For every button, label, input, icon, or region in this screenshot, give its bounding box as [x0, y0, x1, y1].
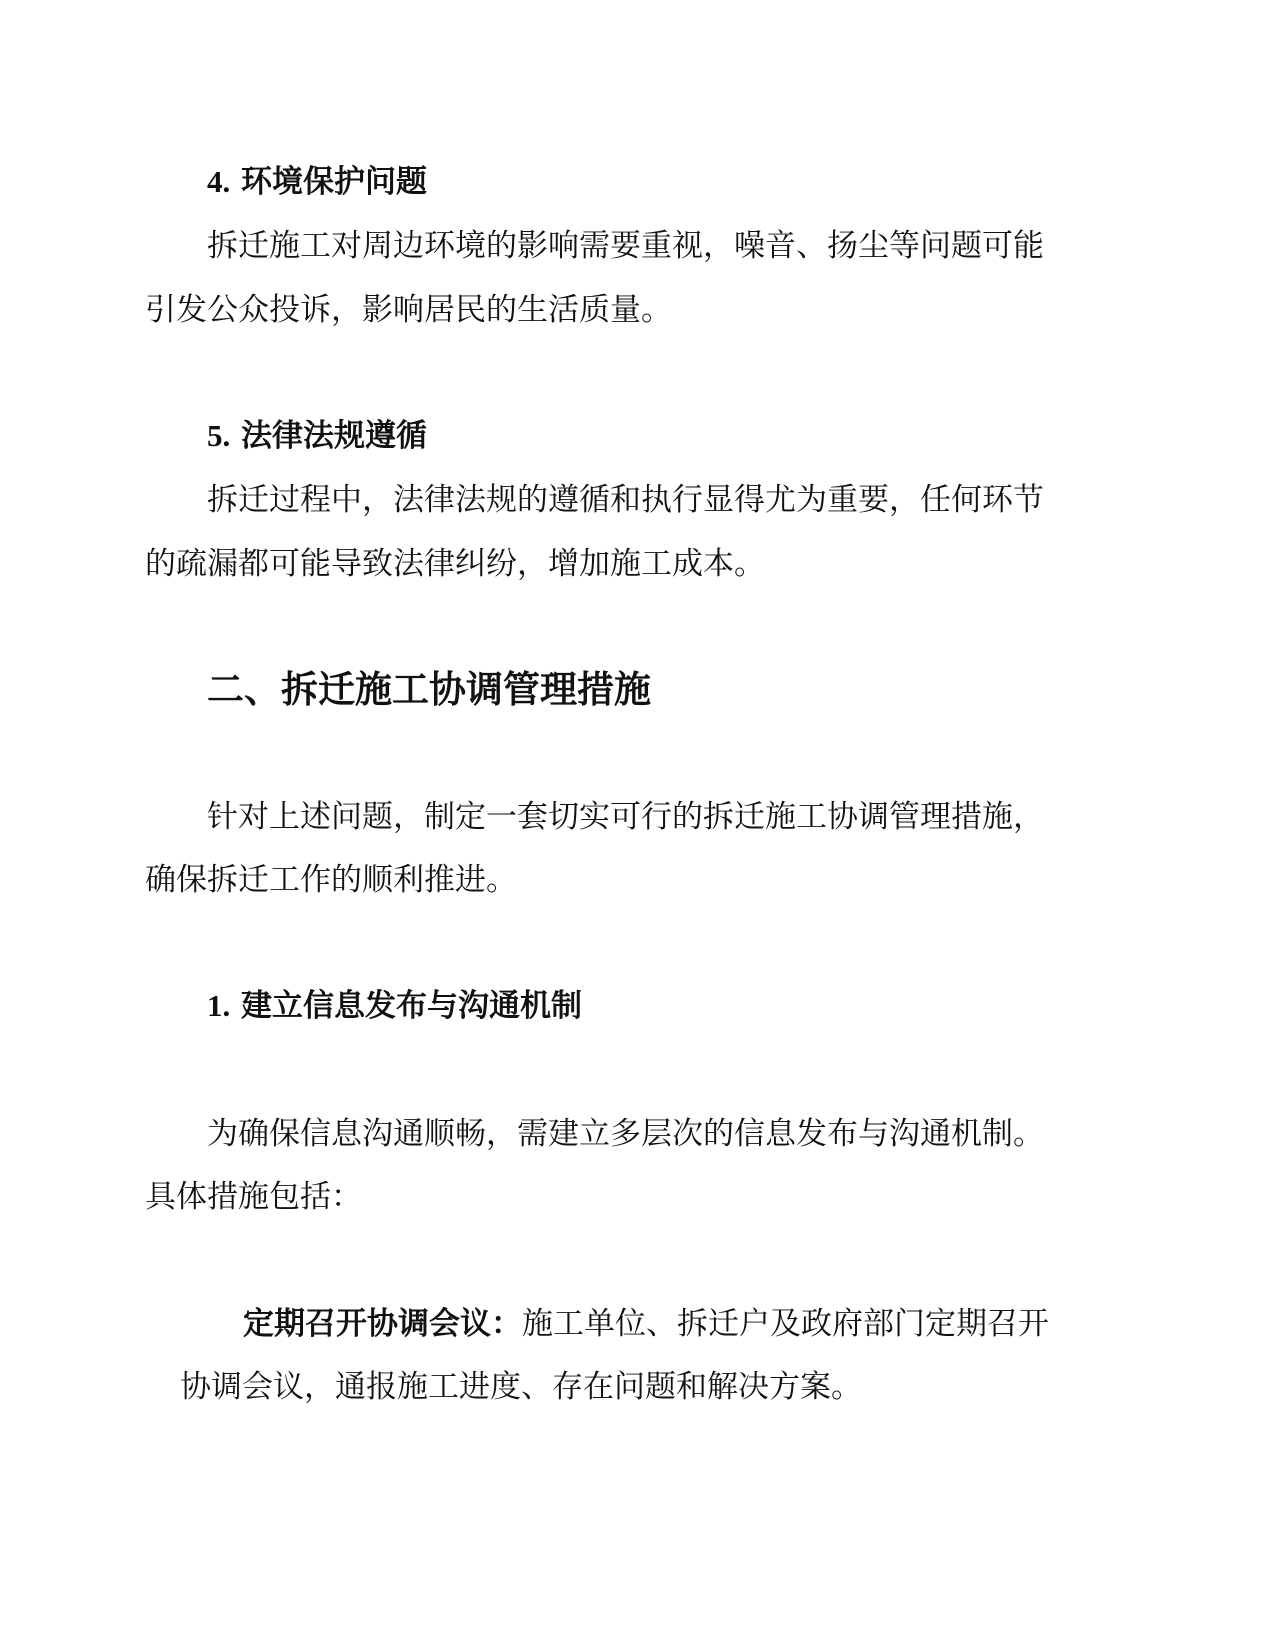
item4-body-line2: 引发公众投诉，影响居民的生活质量。	[145, 292, 672, 328]
item5-title: 法律法规遵循	[241, 418, 428, 454]
item5-body-line1: 拆迁过程中，法律法规的遵循和执行显得尤为重要，任何环节	[207, 482, 1044, 518]
item4-title: 环境保护问题	[241, 164, 428, 200]
item5-number: 5.	[207, 418, 231, 453]
section2-intro-line1: 针对上述问题，制定一套切实可行的拆迁施工协调管理措施，	[207, 799, 1044, 835]
item5-body-line2: 的疏漏都可能导致法律纠纷，增加施工成本。	[145, 546, 765, 582]
sub1-body-line1: 为确保信息沟通顺畅，需建立多层次的信息发布与沟通机制。	[207, 1116, 1044, 1152]
bullet1-text-line1: 施工单位、拆迁户及政府部门定期召开	[522, 1306, 1049, 1342]
section2-heading: 二、拆迁施工协调管理措施	[207, 667, 651, 711]
sub1-body-line2: 具体措施包括：	[145, 1179, 362, 1215]
sub1-heading	[207, 986, 582, 1026]
item5-heading	[207, 416, 427, 456]
item4-heading	[207, 162, 427, 202]
item4-number: 4.	[207, 164, 231, 199]
bullet1-label: 定期召开协调会议：	[243, 1306, 522, 1342]
bullet1-text-line2: 协调会议，通报施工进度、存在问题和解决方案。	[180, 1369, 862, 1405]
bullet1-line1	[243, 1304, 1049, 1344]
sub1-title: 建立信息发布与沟通机制	[241, 988, 583, 1024]
item4-body-line1: 拆迁施工对周边环境的影响需要重视，噪音、扬尘等问题可能	[207, 228, 1044, 264]
sub1-number: 1.	[207, 988, 231, 1023]
section2-intro-line2: 确保拆迁工作的顺利推进。	[145, 862, 517, 898]
